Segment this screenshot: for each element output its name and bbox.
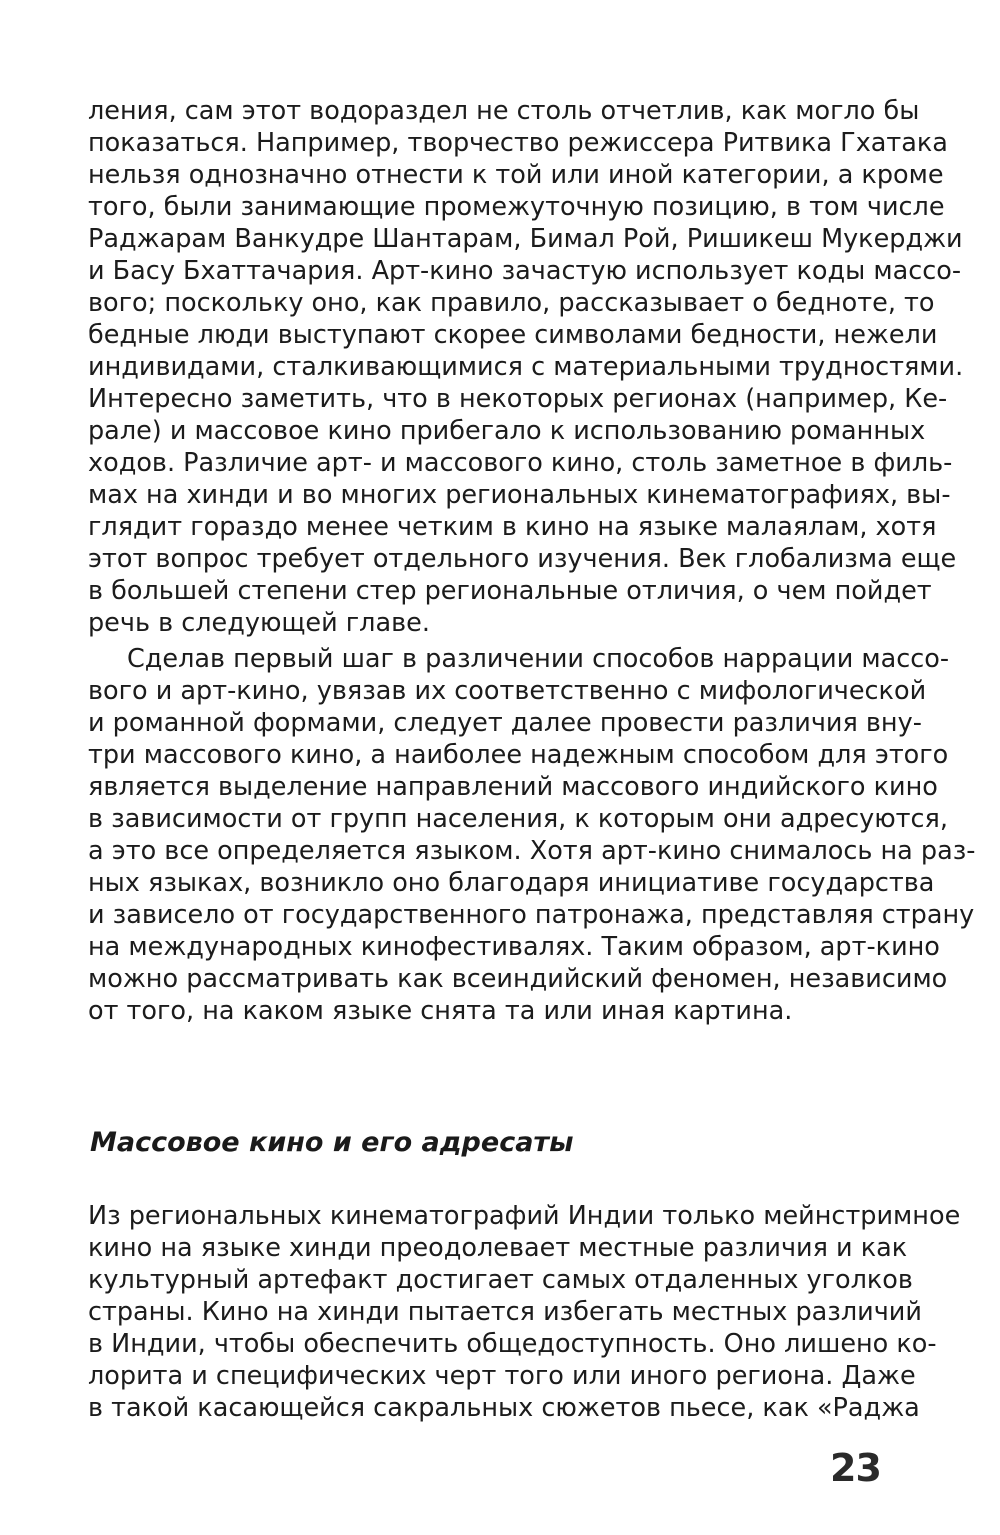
text-line: того, были занимающие промежуточную позицию, в том числе [88, 192, 945, 222]
text-line: и романной формами, следует далее провести различия вну- [88, 708, 922, 738]
text-line: ходов. Различие арт- и массового кино, столь заметное в филь- [88, 448, 953, 478]
text-line: Раджарам Ванкудре Шантарам, Бимал Рой, Ришикеш Мукерджи [88, 224, 963, 254]
section-heading: Массовое кино и его адресаты [90, 1127, 574, 1158]
text-line: и Басу Бхаттачария. Арт-кино зачастую использует коды массо- [88, 256, 962, 286]
text-line: вого; поскольку оно, как правило, рассказывает о бедноте, то [88, 288, 935, 318]
text-line: глядит гораздо менее четким в кино на языке малаялам, хотя [88, 512, 937, 542]
text-line: в большей степени стер региональные отличия, о чем пойдет [88, 576, 932, 606]
text-line: речь в следующей главе. [88, 608, 430, 638]
text-line: на международных кинофестивалях. Таким образом, арт-кино [88, 932, 940, 962]
text-line: вого и арт-кино, увязав их соответственно с мифологической [88, 676, 927, 706]
text-line: от того, на каком языке снята та или иная картина. [88, 996, 793, 1026]
text-line: рале) и массовое кино прибегало к использованию романных [88, 416, 926, 446]
text-line: можно рассматривать как всеиндийский феномен, независимо [88, 964, 948, 994]
text-line: лорита и специфических черт того или иного региона. Даже [88, 1361, 916, 1391]
text-line: бедные люди выступают скорее символами бедности, нежели [88, 320, 938, 350]
text-line: страны. Кино на хинди пытается избегать местных различий [88, 1297, 922, 1327]
text-line: Сделав первый шаг в различении способов наррации массо- [127, 644, 950, 674]
text-line: в такой касающейся сакральных сюжетов пьесе, как «Раджа [88, 1393, 920, 1423]
text-line: ных языках, возникло оно благодаря инициативе государства [88, 868, 935, 898]
text-line: в Индии, чтобы обеспечить общедоступность. Оно лишено ко- [88, 1329, 937, 1359]
text-line: Из региональных кинематографий Индии только мейнстримное [88, 1201, 961, 1231]
text-line: и зависело от государственного патронажа, представляя страну [88, 900, 975, 930]
text-line: этот вопрос требует отдельного изучения. Век глобализма еще [88, 544, 957, 574]
text-line: мах на хинди и во многих региональных кинематографиях, вы- [88, 480, 951, 510]
text-line: ления, сам этот водораздел не столь отчетлив, как могло бы [88, 96, 920, 126]
text-line: индивидами, сталкивающимися с материальными трудностями. [88, 352, 964, 382]
page-number: 23 [830, 1446, 881, 1490]
text-line: кино на языке хинди преодолевает местные различия и как [88, 1233, 908, 1263]
text-line: три массового кино, а наиболее надежным способом для этого [88, 740, 949, 770]
text-line: Интересно заметить, что в некоторых регионах (например, Ке- [88, 384, 948, 414]
text-line: показаться. Например, творчество режиссера Ритвика Гхатака [88, 128, 948, 158]
text-line: является выделение направлений массового индийского кино [88, 772, 938, 802]
text-line: в зависимости от групп населения, к которым они адресуются, [88, 804, 948, 834]
text-line: а это все определяется языком. Хотя арт-кино снималось на раз- [88, 836, 976, 866]
text-line: нельзя однозначно отнести к той или иной категории, а кроме [88, 160, 944, 190]
text-line: культурный артефакт достигает самых отдаленных уголков [88, 1265, 913, 1295]
